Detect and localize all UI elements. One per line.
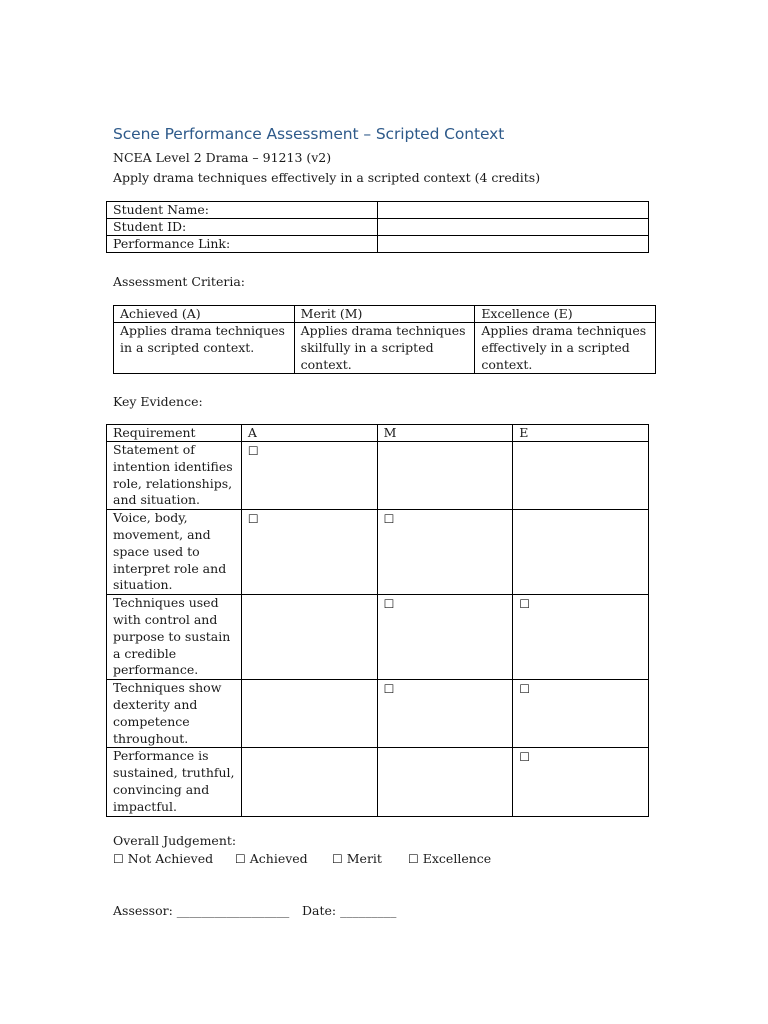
checkbox-icon[interactable]: ☐ [519,682,531,697]
option-label: Excellence [422,851,492,866]
checkbox-icon[interactable]: ☐ [519,750,531,765]
grade-e-cell [513,510,649,595]
table-row [107,219,649,236]
table-row [107,595,649,680]
checkbox-icon[interactable]: ☐ [408,852,419,866]
performance-link-label: Performance Link: [107,236,378,253]
evidence-header-m: M [377,425,513,442]
grade-a-cell [241,442,377,510]
grade-m-cell [377,510,513,595]
option-label: Merit [346,851,382,866]
document-subtitle-description: Apply drama techniques effectively in a scripted context (4 credits) [113,170,541,185]
option-not-achieved[interactable] [113,851,213,867]
option-achieved[interactable] [235,851,308,867]
criteria-excellence-description: Applies drama techniques effectively in a scripted context. [475,323,656,374]
requirement-cell: Performance is sustained, truthful, convincing and impactful. [107,748,242,816]
checkbox-icon[interactable]: ☐ [113,852,124,866]
checkbox-icon[interactable]: ☐ [247,512,259,527]
table-row [107,680,649,748]
requirement-cell: Techniques used with control and purpose to sustain a credible performance. [107,595,242,680]
grade-a-cell [241,680,377,748]
evidence-header-a: A [241,425,377,442]
option-excellence[interactable] [408,851,491,867]
performance-link-value[interactable] [378,236,649,253]
grade-m-cell [377,595,513,680]
assessment-criteria-heading: Assessment Criteria: [113,274,245,289]
student-name-label: Student Name: [107,202,378,219]
overall-judgement-heading: Overall Judgement: [113,833,237,848]
key-evidence-heading: Key Evidence: [113,394,203,409]
table-row [107,202,649,219]
checkbox-icon[interactable]: ☐ [383,597,395,612]
option-label: Not Achieved [127,851,214,866]
option-label: Achieved [249,851,308,866]
grade-a-cell [241,595,377,680]
table-row [107,748,649,816]
criteria-header-merit: Merit (M) [294,306,475,323]
grade-e-cell [513,442,649,510]
checkbox-icon[interactable]: ☐ [332,852,343,866]
table-header-row [107,425,649,442]
date-signature-line[interactable]: Date: _________ [302,903,397,918]
checkbox-icon[interactable]: ☐ [383,512,395,527]
criteria-achieved-description: Applies drama techniques in a scripted context. [114,323,295,374]
student-info-table [106,201,649,253]
student-id-value[interactable] [378,219,649,236]
checkbox-icon[interactable]: ☐ [247,444,259,458]
criteria-header-excellence: Excellence (E) [475,306,656,323]
criteria-header-achieved: Achieved (A) [114,306,295,323]
table-row [107,236,649,253]
table-row [114,323,656,374]
requirement-cell: Voice, body, movement, and space used to interpret role and situation. [107,510,242,595]
assessor-signature-line[interactable]: Assessor: __________________ [113,903,290,918]
student-name-value[interactable] [378,202,649,219]
grade-a-cell [241,748,377,816]
requirement-cell: Techniques show dexterity and competence throughout. [107,680,242,748]
evidence-rows [107,442,649,817]
requirement-cell: Statement of intention identifies role, relationships, and situation. [107,442,242,510]
checkbox-icon[interactable]: ☐ [383,682,395,697]
grade-m-cell [377,680,513,748]
grade-e-cell [513,680,649,748]
document-title: Scene Performance Assessment – Scripted Context [113,125,505,143]
student-id-label: Student ID: [107,219,378,236]
table-row [107,510,649,595]
evidence-header-requirement: Requirement [107,425,242,442]
checkbox-icon[interactable]: ☐ [235,852,246,866]
option-merit[interactable] [332,851,382,867]
assessment-criteria-table [113,305,656,374]
grade-e-cell [513,748,649,816]
table-header-row [114,306,656,323]
table-row [107,442,649,510]
grade-e-cell [513,595,649,680]
grade-a-cell [241,510,377,595]
grade-m-cell [377,442,513,510]
checkbox-icon[interactable]: ☐ [519,597,531,612]
criteria-merit-description: Applies drama techniques skilfully in a scripted context. [294,323,475,374]
key-evidence-table [106,424,649,817]
grade-m-cell [377,748,513,816]
evidence-header-e: E [513,425,649,442]
document-subtitle-standard: NCEA Level 2 Drama – 91213 (v2) [113,150,332,165]
